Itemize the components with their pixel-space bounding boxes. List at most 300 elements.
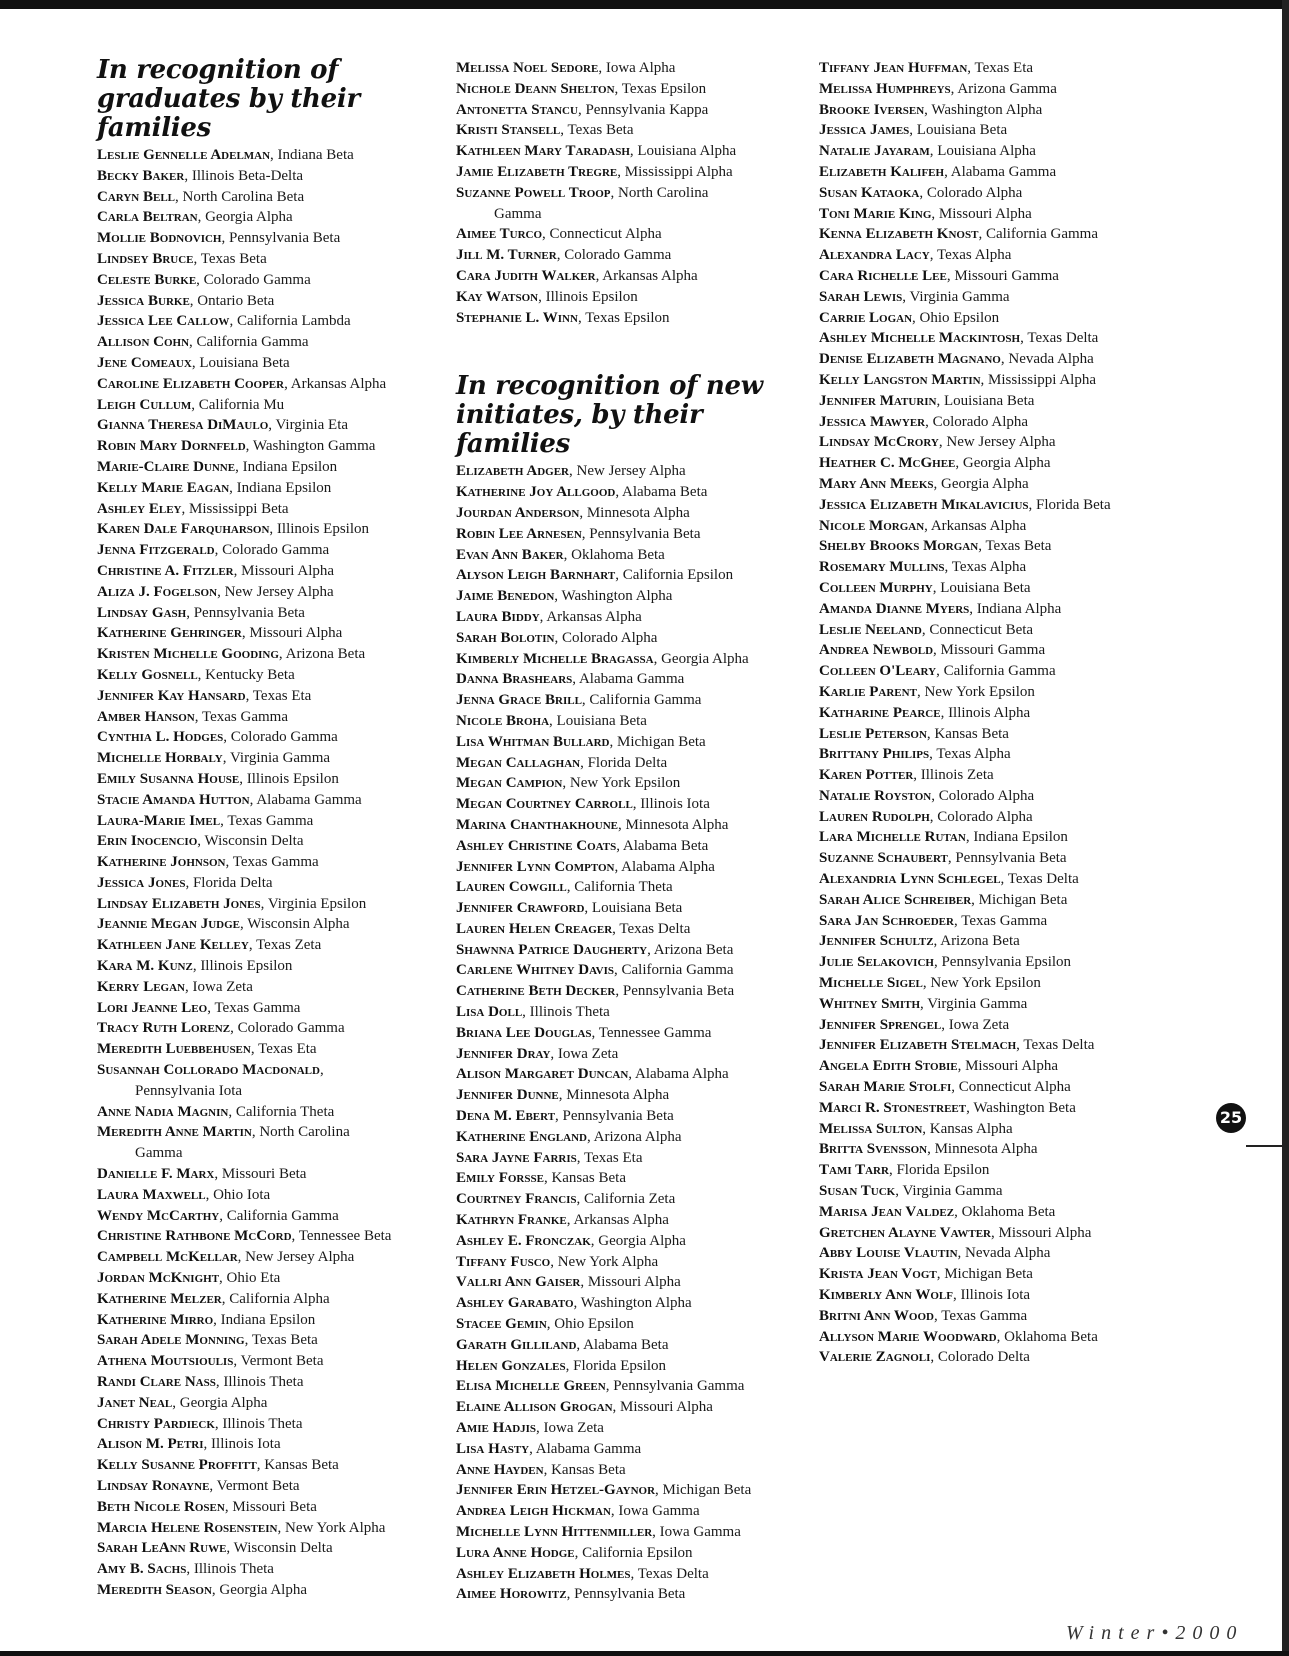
member-name: Amy B. Sachs — [97, 1561, 187, 1578]
member-name: Lindsay Ronayne — [97, 1478, 210, 1494]
member-name: Lindsay McCrory — [819, 434, 939, 451]
chapter-name: Illinois Alpha — [948, 704, 1031, 721]
chapter-name: Illinois Epsilon — [200, 958, 293, 975]
list-item: Jamie Elizabeth Tregre, Mississippi Alpha — [456, 163, 733, 180]
list-item: Anne Nadia Magnin, California Theta — [97, 1103, 335, 1120]
list-item: Amie Hadjis, Iowa Zeta — [456, 1420, 604, 1437]
chapter-name: Pennsylvania Epsilon — [941, 954, 1072, 971]
chapter-name: Virginia Gamma — [902, 1183, 1003, 1200]
member-name: Marie-Claire Dunne — [97, 458, 236, 475]
chapter-name: Louisiana Beta — [916, 122, 1008, 139]
member-name: Lisa Whitman Bullard — [456, 733, 610, 750]
list-item: Kelly Susanne Proffitt, Kansas Beta — [97, 1457, 339, 1474]
chapter-name: Louisiana Beta — [556, 712, 647, 729]
chapter-name: New York Epsilon — [924, 683, 1035, 700]
chapter-name: Iowa Zeta — [543, 1420, 604, 1437]
list-item: Laura Biddy, Arkansas Alpha — [456, 608, 642, 625]
member-name: Cara Judith Walker — [456, 267, 596, 284]
member-name: Britni Ann Wood — [819, 1307, 934, 1324]
chapter-name: Pennsylvania Beta — [589, 525, 701, 542]
list-item: Kathleen Jane Kelley, Texas Zeta — [97, 937, 322, 954]
member-name: Marcia Helene Rosenstein — [97, 1519, 278, 1536]
member-name: Ashley E. Fronczak — [456, 1232, 591, 1249]
member-name: Mary Ann Meeks — [819, 475, 934, 492]
list-item: Jessica Jones, Florida Delta — [97, 874, 273, 891]
member-name: Michelle Horbaly — [97, 750, 223, 767]
member-name: Marci R. Stonestreet — [819, 1099, 967, 1116]
member-name: Leigh Cullum — [97, 396, 192, 413]
member-name: Alison Margaret Duncan — [456, 1066, 629, 1083]
list-item: Marisa Jean Valdez, Oklahoma Beta — [819, 1203, 1056, 1220]
list-item: Julie Selakovich, Pennsylvania Epsilon — [819, 954, 1072, 971]
list-item: Meredith Anne Martin, North Carolina Gamma — [97, 1122, 432, 1164]
member-name: Ashley Elizabeth Holmes — [456, 1565, 631, 1582]
member-name: Stephanie L. Winn — [456, 309, 578, 326]
list-item: Lauren Rudolph, Colorado Alpha — [819, 808, 1033, 825]
chapter-name: California Theta — [235, 1103, 335, 1120]
list-item: Tiffany Jean Huffman, Texas Eta — [819, 60, 1034, 76]
chapter-name: Minnesota Alpha — [625, 816, 729, 833]
list-item: Jessica Burke, Ontario Beta — [97, 292, 275, 309]
member-name: Wendy McCarthy — [97, 1207, 220, 1224]
member-name: Jennifer Sprengel — [819, 1016, 942, 1033]
list-item: Marci R. Stonestreet, Washington Beta — [819, 1099, 1076, 1116]
list-item: Ashley E. Fronczak, Georgia Alpha — [456, 1232, 686, 1249]
list-item: Amanda Dianne Myers, Indiana Alpha — [819, 600, 1062, 617]
member-name: Allison Cohn — [97, 334, 190, 351]
chapter-name: Arkansas Alpha — [546, 608, 642, 625]
initiates-list-continued — [819, 58, 1154, 1368]
member-name: Mollie Bodnovich — [97, 230, 222, 247]
member-name: Rosemary Mullins — [819, 559, 945, 576]
member-name: Katharine Pearce — [819, 704, 941, 721]
member-name: Randi Clare Nass — [97, 1374, 216, 1391]
member-name: Tiffany Jean Huffman — [819, 60, 968, 76]
member-name: Caroline Elizabeth Cooper — [97, 375, 285, 392]
chapter-name: Minnesota Alpha — [934, 1141, 1038, 1158]
chapter-name: Washington Beta — [973, 1099, 1076, 1116]
list-item: Brooke Iversen, Washington Alpha — [819, 101, 1043, 118]
chapter-name: Arizona Beta — [940, 933, 1020, 950]
member-name: Leslie Peterson — [819, 725, 927, 742]
member-name: Lindsay Gash — [97, 604, 187, 621]
list-item: Alyson Leigh Barnhart, California Epsilon — [456, 567, 734, 584]
member-name: Danielle F. Marx — [97, 1166, 215, 1183]
chapter-name: Oklahoma Beta — [961, 1203, 1056, 1220]
chapter-name: Texas Epsilon — [585, 309, 670, 326]
member-name: Sara Jan Schroeder — [819, 912, 954, 929]
chapter-name: Colorado Alpha — [938, 787, 1035, 804]
chapter-name: Florida Beta — [1036, 496, 1111, 513]
chapter-name: California Gamma — [943, 663, 1056, 680]
chapter-name: New York Epsilon — [930, 975, 1041, 992]
list-item: Leslie Peterson, Kansas Beta — [819, 725, 1009, 742]
chapter-name: Georgia Alpha — [219, 1581, 308, 1598]
chapter-name: Virginia Gamma — [909, 288, 1010, 305]
chapter-name: Missouri Gamma — [940, 642, 1046, 659]
list-item: Katherine Joy Allgood, Alabama Beta — [456, 484, 708, 501]
chapter-name: Indiana Beta — [277, 147, 354, 163]
member-name: Sarah Lewis — [819, 288, 903, 305]
list-item: Lori Jeanne Leo, Texas Gamma — [97, 999, 301, 1016]
member-name: Jamie Elizabeth Tregre — [456, 163, 618, 180]
member-name: Kathleen Mary Taradash — [456, 143, 630, 160]
member-name: Suzanne Schaubert — [819, 850, 948, 867]
list-item: Cara Richelle Lee, Missouri Gamma — [819, 267, 1059, 284]
chapter-name: Texas Gamma — [232, 854, 319, 871]
list-item: Celeste Burke, Colorado Gamma — [97, 271, 311, 288]
member-name: Christine Rathbone McCord — [97, 1228, 292, 1245]
member-name: Courtney Francis — [456, 1191, 577, 1208]
member-name: Evan Ann Baker — [456, 546, 564, 563]
list-item: Alexandria Lynn Schlegel, Texas Delta — [819, 871, 1079, 888]
chapter-name: Arkansas Alpha — [290, 375, 387, 392]
list-item: Jennifer Lynn Compton, Alabama Alpha — [456, 858, 715, 875]
chapter-name: Pennsylvania Beta — [229, 230, 341, 247]
list-item: Kay Watson, Illinois Epsilon — [456, 288, 638, 305]
member-name: Katherine Johnson — [97, 854, 226, 871]
list-item: Shelby Brooks Morgan, Texas Beta — [819, 538, 1052, 555]
list-item: Christine A. Fitzler, Missouri Alpha — [97, 562, 335, 579]
list-item: Cara Judith Walker, Arkansas Alpha — [456, 267, 698, 284]
list-item: Nicole Broha, Louisiana Beta — [456, 712, 647, 729]
chapter-name: California Epsilon — [582, 1544, 693, 1561]
chapter-name: Missouri Alpha — [620, 1399, 713, 1416]
member-name: Angela Edith Stobie — [819, 1058, 958, 1075]
member-name: Athena Moutsioulis — [97, 1353, 234, 1370]
list-item: Shawnna Patrice Daugherty, Arizona Beta — [456, 941, 734, 958]
chapter-name: Alabama Gamma — [256, 791, 362, 808]
chapter-name: Illinois Theta — [529, 1004, 610, 1021]
member-name: Robin Lee Arnesen — [456, 525, 582, 542]
list-item: Lindsay Ronayne, Vermont Beta — [97, 1478, 300, 1494]
member-name: Jennifer Lynn Compton — [456, 858, 615, 875]
list-item: Katharine Pearce, Illinois Alpha — [819, 704, 1031, 721]
list-item: Michelle Lynn Hittenmiller, Iowa Gamma — [456, 1524, 741, 1540]
member-name: Katherine Joy Allgood — [456, 484, 616, 501]
chapter-name: Mississippi Alpha — [624, 163, 733, 180]
member-name: Colleen Murphy — [819, 579, 933, 596]
member-name: Britta Svensson — [819, 1141, 928, 1158]
member-name: Michelle Lynn Hittenmiller — [456, 1524, 653, 1540]
chapter-name: Kansas Beta — [264, 1457, 339, 1474]
chapter-name: Washington Alpha — [931, 101, 1043, 118]
member-name: Kathleen Jane Kelley — [97, 937, 249, 954]
member-name: Kelly Gosnell — [97, 666, 198, 683]
member-name: Ashley Garabato — [456, 1295, 574, 1312]
chapter-name: Virginia Eta — [275, 417, 349, 434]
member-name: Lindsey Bruce — [97, 250, 194, 267]
chapter-name: Texas Gamma — [941, 1307, 1028, 1324]
member-name: Megan Courtney Carroll — [456, 796, 633, 813]
member-name: Amber Hanson — [97, 708, 195, 725]
member-name: Lauren Helen Creager — [456, 920, 613, 937]
chapter-name: Pennsylvania Iota — [135, 1082, 243, 1099]
chapter-name: New York Alpha — [284, 1519, 386, 1536]
chapter-name: Illinois Iota — [960, 1287, 1031, 1304]
list-item: Kelly Gosnell, Kentucky Beta — [97, 666, 295, 683]
member-name: Aliza J. Fogelson — [97, 583, 218, 600]
chapter-name: Kansas Beta — [934, 725, 1009, 742]
member-name: Sarah Bolotin — [456, 629, 555, 646]
chapter-name: Illinois Theta — [222, 1415, 303, 1432]
chapter-name: Pennsylvania Beta — [193, 604, 305, 621]
chapter-name: Indiana Epsilon — [242, 458, 338, 475]
chapter-name: Alabama Beta — [622, 484, 708, 501]
chapter-name: Texas Gamma — [202, 708, 289, 725]
member-name: Tami Tarr — [819, 1162, 889, 1179]
member-name: Ashley Michelle Mackintosh — [819, 330, 1021, 347]
chapter-name: Texas Epsilon — [621, 80, 707, 97]
member-name: Michelle Sigel — [819, 975, 923, 992]
list-item: Katherine England, Arizona Alpha — [456, 1128, 682, 1145]
member-name: Amanda Dianne Myers — [819, 600, 970, 617]
list-item: Alison Margaret Duncan, Alabama Alpha — [456, 1066, 729, 1083]
chapter-name: Ohio Eta — [226, 1270, 281, 1287]
list-item: Britta Svensson, Minnesota Alpha — [819, 1141, 1038, 1158]
list-item: Kimberly Ann Wolf, Illinois Iota — [819, 1287, 1031, 1304]
member-name: Meredith Anne Martin — [97, 1124, 252, 1141]
list-item: Aimee Turco, Connecticut Alpha — [456, 226, 662, 243]
chapter-name: Florida Epsilon — [573, 1357, 667, 1374]
chapter-name: California Theta — [574, 879, 673, 896]
list-item: Elisa Michelle Green, Pennsylvania Gamma — [456, 1378, 745, 1395]
chapter-name: Arizona Alpha — [593, 1128, 682, 1145]
chapter-name: Mississippi Beta — [189, 500, 289, 517]
member-name: Amie Hadjis — [456, 1420, 537, 1437]
list-item: Ashley Elizabeth Holmes, Texas Delta — [456, 1565, 709, 1582]
member-name: Antonetta Stancu — [456, 101, 578, 118]
list-item: Karen Potter, Illinois Zeta — [819, 767, 994, 784]
list-item: Jenna Grace Brill, California Gamma — [456, 692, 702, 709]
list-item: Amy B. Sachs, Illinois Theta — [97, 1561, 274, 1578]
member-name: Lisa Doll — [456, 1004, 523, 1021]
list-item: Sara Jan Schroeder, Texas Gamma — [819, 912, 1048, 929]
member-name: Tracy Ruth Lorenz — [97, 1020, 231, 1037]
chapter-name: Connecticut Beta — [929, 621, 1034, 638]
chapter-name: Georgia Alpha — [962, 455, 1051, 472]
member-name: Jill M. Turner — [456, 247, 557, 264]
chapter-name: Illinois Epsilon — [545, 288, 638, 305]
list-item: Colleen Murphy, Louisiana Beta — [819, 579, 1031, 596]
member-name: Jenna Grace Brill — [456, 692, 582, 709]
list-item: Danielle F. Marx, Missouri Beta — [97, 1166, 307, 1183]
chapter-name: Alabama Gamma — [950, 163, 1057, 180]
list-item: Caryn Bell, North Carolina Beta — [97, 188, 305, 205]
chapter-name: Washington Gamma — [252, 438, 376, 455]
chapter-name: Missouri Beta — [221, 1166, 307, 1183]
chapter-name: Virginia Gamma — [927, 995, 1028, 1012]
graduates-heading — [97, 56, 432, 143]
member-name: Alyson Leigh Barnhart — [456, 567, 616, 584]
chapter-name: Michigan Beta — [662, 1482, 752, 1499]
chapter-name: Indiana Epsilon — [220, 1311, 316, 1328]
chapter-name: California Zeta — [584, 1191, 676, 1208]
chapter-name: Colorado Gamma — [222, 542, 330, 559]
list-item: Elizabeth Adger, New Jersey Alpha — [456, 463, 686, 480]
list-item: Heather C. McGhee, Georgia Alpha — [819, 455, 1051, 472]
member-name: Lauren Cowgill — [456, 879, 567, 896]
chapter-name: Wisconsin Alpha — [247, 916, 350, 933]
member-name: Christine A. Fitzler — [97, 562, 234, 579]
member-name: Kelly Susanne Proffitt — [97, 1457, 257, 1474]
chapter-name: Virginia Gamma — [230, 750, 331, 767]
chapter-name: Michigan Beta — [616, 733, 706, 750]
list-item: Alison M. Petri, Illinois Iota — [97, 1436, 281, 1453]
list-item: Kara M. Kunz, Illinois Epsilon — [97, 958, 293, 975]
list-item: Susan Kataoka, Colorado Alpha — [819, 184, 1023, 201]
chapter-name: Texas Beta — [200, 250, 267, 267]
member-name: Lauren Rudolph — [819, 808, 930, 825]
member-name: Jennifer Maturin — [819, 392, 937, 409]
chapter-name: Florida Epsilon — [896, 1162, 990, 1179]
chapter-name: California Gamma — [621, 962, 734, 979]
issue-footer: Winter•2000 — [1066, 1622, 1244, 1644]
member-name: Leslie Neeland — [819, 621, 922, 638]
list-item: Stephanie L. Winn, Texas Epsilon — [456, 309, 670, 326]
member-name: Marisa Jean Valdez — [819, 1203, 955, 1220]
chapter-name: Georgia Alpha — [598, 1232, 686, 1249]
chapter-name: Texas Gamma — [214, 999, 301, 1016]
chapter-name: Kansas Beta — [551, 1461, 626, 1478]
list-item: Jessica James, Louisiana Beta — [819, 122, 1008, 139]
list-item: Tami Tarr, Florida Epsilon — [819, 1162, 990, 1179]
member-name: Karen Potter — [819, 767, 914, 784]
member-name: Kristi Stansell — [456, 122, 561, 139]
list-item: Michelle Horbaly, Virginia Gamma — [97, 750, 331, 767]
member-name: Elisa Michelle Green — [456, 1378, 606, 1395]
list-item: Evan Ann Baker, Oklahoma Beta — [456, 546, 665, 563]
list-item: Laura-Marie Imel, Texas Gamma — [97, 812, 314, 829]
graduates-list — [97, 145, 432, 1601]
member-name: Jessica Burke — [97, 292, 190, 309]
member-name: Jessica Elizabeth Mikalavicius — [819, 496, 1029, 513]
chapter-name: Washington Alpha — [580, 1295, 692, 1312]
list-item: Katherine Mirro, Indiana Epsilon — [97, 1311, 316, 1328]
member-name: Alexandria Lynn Schlegel — [819, 871, 1001, 888]
member-name: Christy Pardieck — [97, 1415, 215, 1432]
chapter-name: Louisiana Alpha — [637, 143, 737, 160]
list-item: Campbell McKellar, New Jersey Alpha — [97, 1249, 355, 1266]
member-name: Shawnna Patrice Daugherty — [456, 941, 648, 958]
list-item: Jennifer Schultz, Arizona Beta — [819, 933, 1020, 950]
member-name: Suzanne Powell Troop — [456, 184, 611, 201]
list-item: Anne Hayden, Kansas Beta — [456, 1461, 626, 1478]
chapter-name: Texas Delta — [619, 920, 691, 937]
list-item: Robin Lee Arnesen, Pennsylvania Beta — [456, 525, 701, 542]
chapter-name: Colorado Gamma — [230, 729, 338, 746]
list-item: Jennifer Dunne, Minnesota Alpha — [456, 1087, 670, 1104]
chapter-name: Colorado Alpha — [932, 413, 1029, 430]
chapter-name: Michigan Beta — [978, 891, 1068, 908]
member-name: Emily Forsse — [456, 1170, 544, 1187]
chapter-name: Alabama Alpha — [621, 858, 715, 875]
chapter-name: Illinois Iota — [640, 796, 710, 813]
list-item: Lisa Whitman Bullard, Michigan Beta — [456, 733, 706, 750]
list-item: Krista Jean Vogt, Michigan Beta — [819, 1266, 1033, 1283]
member-name: Lura Anne Hodge — [456, 1544, 575, 1561]
member-name: Jaime Benedon — [456, 588, 555, 605]
list-item: Alexandra Lacy, Texas Alpha — [819, 247, 1012, 264]
list-item: Allyson Marie Woodward, Oklahoma Beta — [819, 1328, 1098, 1345]
chapter-name: Kansas Beta — [551, 1170, 626, 1187]
chapter-name: Minnesota Alpha — [586, 504, 690, 521]
list-item: Ashley Michelle Mackintosh, Texas Delta — [819, 330, 1099, 347]
list-item: Lindsey Bruce, Texas Beta — [97, 250, 267, 267]
member-name: Katherine Gehringer — [97, 625, 242, 642]
list-item: Kathleen Mary Taradash, Louisiana Alpha — [456, 143, 737, 160]
member-name: Jene Comeaux — [97, 354, 192, 371]
list-item: Katherine Melzer, California Alpha — [97, 1290, 330, 1307]
list-item: Mary Ann Meeks, Georgia Alpha — [819, 475, 1029, 492]
list-item: Emily Susanna House, Illinois Epsilon — [97, 770, 339, 787]
member-name: Carrie Logan — [819, 309, 913, 326]
list-item: Catherine Beth Decker, Pennsylvania Beta — [456, 983, 735, 1000]
member-name: Jennifer Elizabeth Stelmach — [819, 1037, 1017, 1054]
initiates-list — [456, 461, 791, 1605]
chapter-name: Texas Beta — [567, 122, 634, 139]
chapter-name: California Gamma — [985, 226, 1098, 243]
member-name: Jennifer Schultz — [819, 933, 934, 950]
chapter-name: Indiana Epsilon — [973, 829, 1068, 846]
chapter-name: Washington Alpha — [561, 588, 673, 605]
list-item: Vallri Ann Gaiser, Missouri Alpha — [456, 1274, 681, 1291]
list-item: Megan Campion, New York Epsilon — [456, 775, 681, 792]
member-name: Katherine Melzer — [97, 1290, 222, 1307]
badge-rule — [1246, 1145, 1282, 1147]
chapter-name: Missouri Gamma — [954, 267, 1059, 284]
chapter-name: Indiana Epsilon — [236, 479, 332, 496]
chapter-name: California Mu — [198, 396, 285, 413]
chapter-name: Texas Alpha — [951, 559, 1027, 576]
list-item: Abby Louise Vlautin, Nevada Alpha — [819, 1245, 1051, 1262]
member-name: Emily Susanna House — [97, 770, 240, 787]
heading-line: In recognition of — [97, 55, 339, 85]
chapter-name: Illinois Beta-Delta — [191, 167, 304, 184]
member-name: Tiffany Fusco — [456, 1253, 551, 1270]
chapter-name: California Epsilon — [622, 567, 734, 584]
chapter-name: Alabama Gamma — [535, 1440, 642, 1457]
chapter-name: Louisiana Beta — [944, 392, 1035, 409]
list-item: Whitney Smith, Virginia Gamma — [819, 995, 1028, 1012]
member-name: Denise Elizabeth Magnano — [819, 351, 1001, 368]
list-item: Emily Forsse, Kansas Beta — [456, 1170, 626, 1187]
chapter-name: Ontario Beta — [197, 292, 275, 309]
chapter-name: Illinois Epsilon — [276, 521, 369, 538]
member-name: Stacie Amanda Hutton — [97, 791, 250, 808]
column-2 — [456, 58, 791, 1605]
chapter-name: Arizona Beta — [285, 646, 366, 663]
member-name: Megan Callaghan — [456, 754, 581, 771]
list-item: Karlie Parent, New York Epsilon — [819, 683, 1035, 700]
list-item: Athena Moutsioulis, Vermont Beta — [97, 1353, 324, 1370]
chapter-name: Missouri Beta — [232, 1498, 317, 1515]
list-item: Robin Mary Dornfeld, Washington Gamma — [97, 438, 376, 455]
chapter-name: Texas Beta — [251, 1332, 318, 1349]
member-name: Meredith Season — [97, 1581, 212, 1598]
member-name: Elaine Allison Grogan — [456, 1399, 613, 1416]
list-item: Marcia Helene Rosenstein, New York Alpha — [97, 1519, 386, 1536]
chapter-name: California Alpha — [229, 1290, 330, 1307]
chapter-name: Louisiana Beta — [591, 900, 683, 917]
chapter-name: Arkansas Alpha — [602, 267, 698, 284]
member-name: Colleen O'Leary — [819, 663, 937, 680]
chapter-name: North Carolina Gamma — [135, 1124, 350, 1162]
member-name: Natalie Royston — [819, 787, 932, 804]
list-item: Sara Jayne Farris, Texas Eta — [456, 1149, 643, 1166]
list-item: Leigh Cullum, California Mu — [97, 396, 285, 413]
chapter-name: Kansas Alpha — [929, 1120, 1013, 1137]
